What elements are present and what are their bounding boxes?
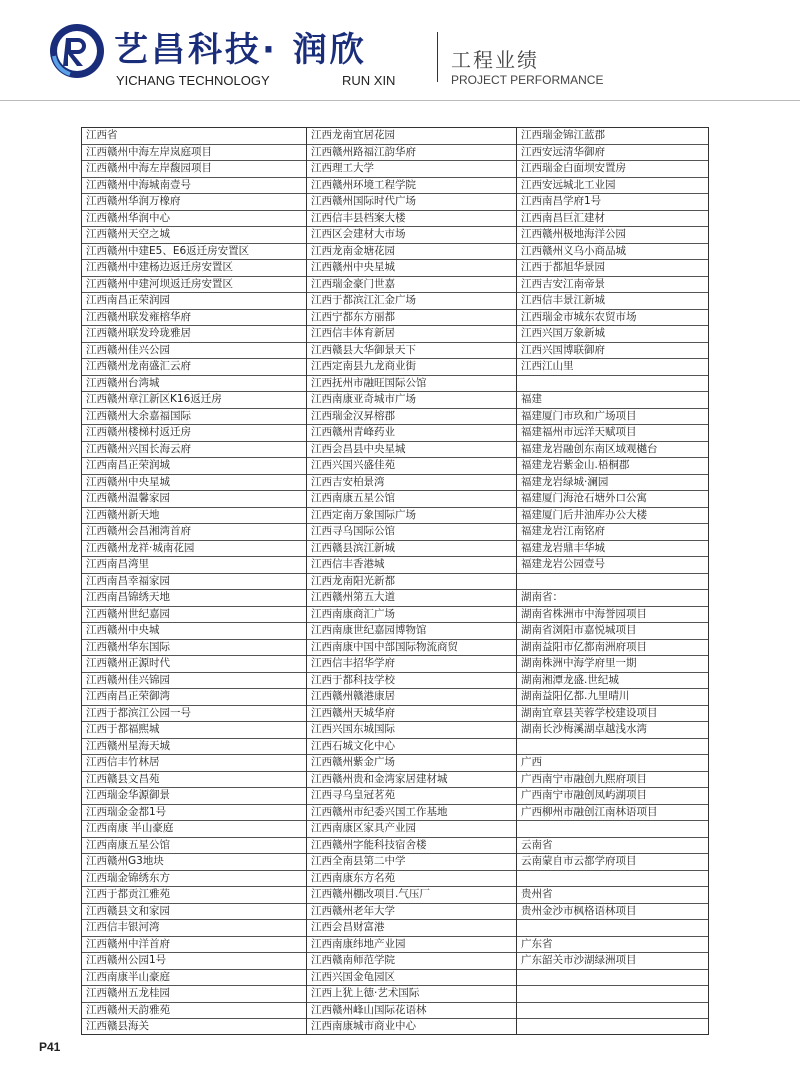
table-cell: 江西南康中国中部国际物流商贸: [307, 640, 516, 657]
table-cell: 江西信丰竹林居: [82, 755, 306, 772]
table-cell: 江西南昌正荣御湾: [82, 689, 306, 706]
table-cell: 江西瑞金白面坝安置房: [517, 161, 708, 178]
table-cell: [517, 739, 708, 756]
table-cell: 江西赣州环境工程学院: [307, 178, 516, 195]
table-cell: 江西吉安江南帝景: [517, 277, 708, 294]
table-cell: 江西龙南金塘花园: [307, 244, 516, 261]
table-cell: 江西赣州紫金广场: [307, 755, 516, 772]
table-cell: 江西赣州贵和金湾家居建材城: [307, 772, 516, 789]
table-cell: 江西赣州极地海洋公园: [517, 227, 708, 244]
table-cell: 江西赣州中建杨边返迁房安置区: [82, 260, 306, 277]
project-column-2: [306, 128, 516, 1034]
table-cell: 江西兴国博联御府: [517, 343, 708, 360]
table-cell: 广西柳州市融创江南林语项目: [517, 805, 708, 822]
project-column-3: [516, 128, 708, 1034]
table-cell: 江西赣州第五大道: [307, 590, 516, 607]
table-cell: 江西赣州新天地: [82, 508, 306, 525]
table-cell: 云南蒙自市云都学府项目: [517, 854, 708, 871]
table-cell: 江西赣州华润中心: [82, 211, 306, 228]
table-cell: 江西吉安柏景湾: [307, 475, 516, 492]
table-cell: 湖南长沙梅溪湖卓越浅水湾: [517, 722, 708, 739]
table-cell: 江西赣州章江新区K16返迁房: [82, 392, 306, 409]
table-cell: 江西信丰招华学府: [307, 656, 516, 673]
table-cell: 江西区会建材大市场: [307, 227, 516, 244]
table-cell: 江西赣州中央星城: [82, 475, 306, 492]
table-cell: 江西于都贡江雅苑: [82, 887, 306, 904]
table-cell: 江西南昌幸福家园: [82, 574, 306, 591]
table-cell: 湖南株洲中海学府里一期: [517, 656, 708, 673]
table-cell: 江西信丰体育新居: [307, 326, 516, 343]
brand-name-en: YICHANG TECHNOLOGY: [116, 73, 270, 88]
table-cell: 江西赣州中海城南壹号: [82, 178, 306, 195]
table-cell: 福建龙岩绿城·澜园: [517, 475, 708, 492]
table-cell: 江西赣州中海左岸岚庭项目: [82, 145, 306, 162]
table-cell: 江西瑞金市城东农贸市场: [517, 310, 708, 327]
table-cell: 江西赣州会昌湘湾首府: [82, 524, 306, 541]
table-cell: 江西赣州赣港康居: [307, 689, 516, 706]
table-cell: 江西南康区家具产业园: [307, 821, 516, 838]
table-cell: 江西赣州义乌小商品城: [517, 244, 708, 261]
table-cell: 江西全南县第二中学: [307, 854, 516, 871]
table-cell: 江西赣县海关: [86, 1020, 149, 1032]
table-cell: 湖南省浏阳市嘉悦城项目: [517, 623, 708, 640]
table-cell: 广东韶关市沙湖绿洲项目: [517, 953, 708, 970]
table-cell: 江西安远城北工业园: [517, 178, 708, 195]
table-cell: 贵州省: [517, 887, 708, 904]
table-cell: 江西寻乌皇冠茗苑: [307, 788, 516, 805]
header-rule: [0, 100, 800, 101]
table-cell: [517, 1003, 708, 1020]
table-cell: 江西赣州天韵雅苑: [82, 1003, 306, 1020]
table-cell: 江西赣州G3地块: [82, 854, 306, 871]
page-number: P41: [39, 1040, 61, 1054]
table-cell: 福建龙岩紫金山.梧桐郡: [517, 458, 708, 475]
table-cell: 江西赣州中建E5、E6返迁房安置区: [82, 244, 306, 261]
table-cell: 广东省: [517, 937, 708, 954]
table-cell: [517, 376, 708, 393]
table-cell: 江西赣州世纪嘉园: [82, 607, 306, 624]
table-cell: [517, 970, 708, 987]
table-cell: 江西南昌正荣润园: [82, 293, 306, 310]
section-title-cn: 工程业绩: [451, 48, 539, 72]
table-cell: 江西赣州华润万橡府: [82, 194, 306, 211]
table-cell: 广西南宁市融创九熙府项目: [517, 772, 708, 789]
table-cell: 江西赣州龙祥·城南花园: [82, 541, 306, 558]
table-cell: 江西寻乌国际公馆: [307, 524, 516, 541]
brand-sub-en: RUN XIN: [342, 73, 396, 88]
table-cell: 江西于都福熙城: [82, 722, 306, 739]
table-cell: 江西省: [82, 128, 306, 145]
table-cell: 江西南康五星公馆: [307, 491, 516, 508]
table-cell: 江西赣州华东国际: [82, 640, 306, 657]
table-cell: 江西于都滨江汇金广场: [307, 293, 516, 310]
table-cell: 江西南康世纪嘉园博物馆: [307, 623, 516, 640]
project-table: [81, 127, 709, 1035]
table-cell: 江西赣州星海天城: [82, 739, 306, 756]
table-cell: 江西瑞金豪门世嘉: [307, 277, 516, 294]
table-cell: 江西赣州楼梯村返迁房: [82, 425, 306, 442]
table-cell: 福建厦门海沧石塘外口公寓: [517, 491, 708, 508]
table-cell: 江西定南万象国际广场: [307, 508, 516, 525]
table-cell: 江西于都旭华景园: [517, 260, 708, 277]
table-cell: 江西兴国东城国际: [307, 722, 516, 739]
table-cell: 江西会昌县中央星城: [307, 442, 516, 459]
table-cell: 江西上犹上德·艺术国际: [307, 986, 516, 1003]
table-cell: 云南省: [517, 838, 708, 855]
table-cell: 江西赣州佳兴锦园: [82, 673, 306, 690]
table-cell: 江西赣县滨江新城: [307, 541, 516, 558]
table-cell: 广西: [517, 755, 708, 772]
table-cell: 福建龙岩公园壹号: [517, 557, 708, 574]
table-cell: 江西南昌巨汇建材: [517, 211, 708, 228]
table-cell: 江西赣州路福江韵华府: [307, 145, 516, 162]
table-cell: 江西瑞金锦绣东方: [82, 871, 306, 888]
table-cell: 江西宁都东方丽都: [307, 310, 516, 327]
table-cell: 江西南康半山豪庭: [82, 970, 306, 987]
table-cell: 江西瑞金锦江蓝郡: [517, 128, 708, 145]
table-cell: 江西赣州温馨家园: [82, 491, 306, 508]
table-cell: [517, 986, 708, 1003]
table-cell: 广西南宁市融创凤屿湖项目: [517, 788, 708, 805]
table-cell: 福建厦门后井油库办公大楼: [517, 508, 708, 525]
table-cell: 江西会昌财富港: [307, 920, 516, 937]
table-cell: 江西南昌锦绣天地: [82, 590, 306, 607]
table-cell: 江西南康 半山豪庭: [82, 821, 306, 838]
table-cell: 江西信丰县档案大楼: [307, 211, 516, 228]
table-cell: 江西信丰银河湾: [82, 920, 306, 937]
table-cell: 江西赣州佳兴公园: [82, 343, 306, 360]
table-cell: 江西定南县九龙商业街: [307, 359, 516, 376]
table-cell: 江西赣州台湾城: [82, 376, 306, 393]
table-cell: 江西抚州市融旺国际公馆: [307, 376, 516, 393]
header-divider: [437, 32, 438, 82]
table-cell: 江西赣州正源时代: [82, 656, 306, 673]
table-cell: 江西赣州中央星城: [307, 260, 516, 277]
table-cell: [517, 821, 708, 838]
yichang-logo-icon: [48, 22, 106, 80]
table-cell: 福建龙岩融创东南区域观樾台: [517, 442, 708, 459]
table-cell: 湖南省：: [517, 590, 708, 607]
table-cell: 江西赣州联发玲珑雅居: [82, 326, 306, 343]
table-cell: 江西于都科技学校: [307, 673, 516, 690]
table-cell: 江西赣州国际时代广场: [307, 194, 516, 211]
table-cell: 江西赣州五龙桂园: [82, 986, 306, 1003]
table-cell: 福建龙岩江南铭府: [517, 524, 708, 541]
table-cell: 湖南宜章县芙蓉学校建设项目: [517, 706, 708, 723]
table-cell: 江西理工大学: [307, 161, 516, 178]
table-cell: 江西赣州棚改项目.气压厂: [307, 887, 516, 904]
table-cell: 江西赣州字能科技宿舍楼: [307, 838, 516, 855]
table-cell: 江西赣州天城华府: [307, 706, 516, 723]
table-cell: 江西安远清华御府: [517, 145, 708, 162]
table-cell: 江西南昌正荣润城: [82, 458, 306, 475]
table-cell: 江西信丰香港城: [307, 557, 516, 574]
table-cell: 湖南益阳亿都.九里晴川: [517, 689, 708, 706]
table-cell: 江西赣州公园1号: [82, 953, 306, 970]
table-cell: 江西南康商汇广场: [307, 607, 516, 624]
table-cell: 江西南康纬地产业园: [307, 937, 516, 954]
table-cell: 江西龙南宜居花园: [307, 128, 516, 145]
table-cell: 江西赣州龙南盛汇云府: [82, 359, 306, 376]
table-cell: 江西瑞金华源御景: [82, 788, 306, 805]
table-cell: 江西赣县文昌苑: [82, 772, 306, 789]
table-cell: 江西于都滨江公园一号: [82, 706, 306, 723]
table-cell: 江西赣州中央城: [82, 623, 306, 640]
table-cell: 江西赣州大余嘉福国际: [82, 409, 306, 426]
table-cell: 江西信丰景江新城: [517, 293, 708, 310]
table-cell: [517, 574, 708, 591]
table-cell: 江西赣州天空之城: [82, 227, 306, 244]
project-column-1: [82, 128, 306, 1034]
table-cell: 江西南康东方名苑: [307, 871, 516, 888]
table-cell: 江西南康亚奇城市广场: [307, 392, 516, 409]
table-cell: 江西兴国万象新城: [517, 326, 708, 343]
table-cell: [517, 1019, 708, 1036]
table-cell: 江西赣州青峰药业: [307, 425, 516, 442]
section-title-en: PROJECT PERFORMANCE: [451, 73, 604, 87]
table-cell: [517, 871, 708, 888]
table-cell: 江西赣州峰山国际花语林: [307, 1003, 516, 1020]
table-cell: 江西南昌湾里: [82, 557, 306, 574]
table-cell: 江西赣县大华御景天下: [307, 343, 516, 360]
table-cell: 湖南湘潭龙盛.世纪城: [517, 673, 708, 690]
table-cell: 江西瑞金汉昇榕郡: [307, 409, 516, 426]
table-cell: 江西赣州中洋首府: [82, 937, 306, 954]
table-cell: 江西赣州中海左岸馥园项目: [82, 161, 306, 178]
table-cell: 江西兴国兴盛佳苑: [307, 458, 516, 475]
table-cell: 福建厦门市玖和广场项目: [517, 409, 708, 426]
brand-name-cn: 艺昌科技· 润欣: [114, 30, 367, 70]
page-header: [0, 0, 800, 100]
table-cell: 江西赣县文和家园: [82, 904, 306, 921]
table-cell: 江西赣州市纪委兴国工作基地: [307, 805, 516, 822]
table-cell: 江西南昌学府1号: [517, 194, 708, 211]
table-cell: 江西赣州老年大学: [307, 904, 516, 921]
table-cell: 江西龙南阳光新都: [307, 574, 516, 591]
table-cell: 福建福州市远洋天赋项目: [517, 425, 708, 442]
table-cell: 江西瑞金金都1号: [82, 805, 306, 822]
table-cell: 江西赣州兴国长海云府: [82, 442, 306, 459]
table-cell: [517, 920, 708, 937]
table-cell: 江西南康城市商业中心: [311, 1020, 416, 1032]
table-cell: 江西石城文化中心: [307, 739, 516, 756]
table-cell: 湖南省株洲市中海誉园项目: [517, 607, 708, 624]
table-cell: 江西赣州中建河坝返迁房安置区: [82, 277, 306, 294]
table-cell: 贵州金沙市枫格语林项目: [517, 904, 708, 921]
table-cell: 湖南益阳市亿都南洲府项目: [517, 640, 708, 657]
table-cell: 江西南康五星公馆: [82, 838, 306, 855]
table-cell: 福建龙岩鼎丰华城: [517, 541, 708, 558]
table-cell: 江西赣南师范学院: [307, 953, 516, 970]
table-cell: 江西兴国金龟园区: [307, 970, 516, 987]
table-cell: 福建: [517, 392, 708, 409]
table-cell: 江西江山里: [517, 359, 708, 376]
table-cell: 江西赣州联发雍榕华府: [82, 310, 306, 327]
